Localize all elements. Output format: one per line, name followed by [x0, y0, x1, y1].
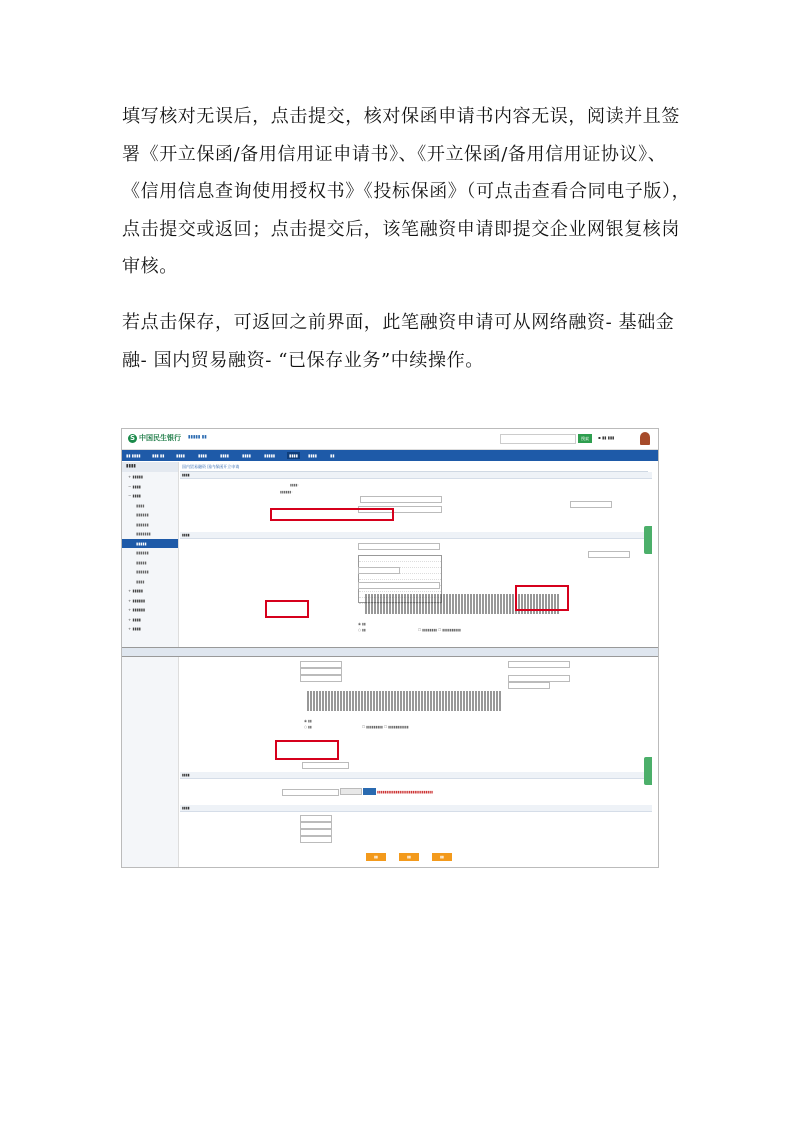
nav-item[interactable]: ▮▮ — [330, 453, 335, 458]
nav-item[interactable]: ▮▮▮▮ — [176, 453, 185, 458]
browse-button[interactable] — [340, 788, 362, 795]
nav-item[interactable]: ▮▮▮▮▮ — [264, 453, 276, 458]
form-input[interactable] — [508, 661, 570, 668]
highlight-box — [265, 600, 309, 618]
text-line: 点击提交或返回；点击提交后，该笔融资申请即提交企业网银复核岗 — [122, 218, 680, 240]
form-select[interactable] — [588, 551, 630, 558]
sidebar-subitem[interactable]: ▮▮▮▮▮▮ — [136, 521, 149, 527]
portal-label: ▮▮▮▮▮ ▮▮ — [188, 435, 207, 440]
bank-logo-icon: S — [129, 434, 136, 442]
nav-item[interactable]: ▮▮▮▮ — [198, 453, 207, 458]
sidebar-item[interactable]: + ▮▮▮▮▮▮ — [128, 597, 145, 603]
bank-portal-screenshot — [121, 428, 659, 868]
nav-item[interactable]: ▮▮▮▮ — [289, 453, 298, 458]
sidebar-subitem[interactable]: ▮▮▮▮ — [136, 578, 145, 584]
form-select[interactable] — [300, 668, 342, 675]
sidebar-item[interactable]: + ▮▮▮▮ — [128, 616, 141, 622]
text-line: 填写核对无误后，点击提交，核对保函申请书内容无误，阅读并且签 — [122, 106, 680, 127]
form-label: ▮▮▮▮： — [290, 483, 301, 487]
sidebar-subitem[interactable]: ▮▮▮▮ — [136, 502, 145, 508]
nav-item[interactable]: ▮▮▮▮ — [308, 453, 317, 458]
form-select[interactable] — [302, 762, 349, 769]
nav-item[interactable]: ▮▮▮ ▮▮ — [152, 453, 165, 458]
checkbox-option[interactable]: ☐ ▮▮▮▮▮▮▮▮▮ ☐ ▮▮▮▮▮▮▮▮▮▮▮ — [362, 725, 409, 729]
screenshot-divider — [122, 647, 658, 657]
form-select[interactable] — [300, 822, 332, 829]
form-input[interactable] — [570, 501, 612, 508]
upload-button[interactable] — [363, 788, 376, 795]
attachment-input[interactable] — [282, 789, 339, 796]
form-select[interactable] — [360, 496, 442, 503]
text-line: 融- 国内贸易融资- “已保存业务”中续操作。 — [122, 349, 484, 371]
radio-option[interactable]: ◉ ▮▮ — [358, 622, 366, 626]
sidebar-item[interactable]: − ▮▮▮▮ — [128, 483, 141, 489]
sidebar-header: ▮▮▮▮ — [122, 462, 178, 472]
save-button[interactable]: ▮▮ — [399, 853, 419, 861]
radio-option[interactable]: ○ ▮▮ — [304, 725, 312, 729]
sidebar-item[interactable]: + ▮▮▮▮▮ — [128, 588, 143, 593]
form-select[interactable] — [300, 661, 342, 668]
section-header: ▮▮▮▮ — [180, 532, 652, 539]
search-input[interactable] — [500, 434, 576, 444]
screenshot-header — [122, 429, 658, 450]
form-label: ▮▮▮▮▮▮： — [280, 490, 295, 494]
avatar[interactable] — [640, 432, 650, 445]
sidebar-item[interactable]: + ▮▮▮▮▮▮ — [128, 607, 145, 612]
breadcrumb: 国内贸易融资 国内保函开立申请 — [180, 462, 648, 472]
form-input[interactable] — [358, 543, 440, 550]
bank-logo: S 中国民生银行 — [129, 434, 181, 442]
main-nav — [122, 450, 658, 461]
sidebar-subitem[interactable]: ▮▮▮▮▮▮ — [136, 550, 149, 555]
form-input[interactable] — [300, 829, 332, 836]
side-tab[interactable] — [644, 757, 652, 785]
form-input[interactable] — [300, 836, 332, 843]
form-input[interactable] — [358, 582, 440, 589]
sidebar-subitem-active[interactable]: ▮▮▮▮▮ — [122, 539, 178, 549]
nav-item[interactable]: ▮▮ ▮▮▮▮ — [126, 453, 141, 458]
text-line: 审核。 — [122, 256, 178, 277]
highlight-box — [275, 740, 339, 760]
text-line: 署《开立保函/备用信用证申请书》、《开立保函/备用信用证协议》、 — [122, 143, 667, 165]
radio-option[interactable]: ◉ ▮▮ — [304, 719, 312, 723]
form-input[interactable] — [300, 675, 342, 682]
search-button[interactable]: 搜索 — [578, 434, 592, 443]
radio-option[interactable]: ○ ▮▮ — [358, 628, 366, 632]
text-line: 《信用信息查询使用授权书》《投标保函》（可点击查看合同电子版）， — [122, 181, 691, 202]
form-select[interactable] — [300, 815, 332, 822]
form-input[interactable] — [508, 675, 570, 682]
instruction-paragraph-save — [122, 304, 682, 379]
nav-item[interactable]: ▮▮▮▮ — [220, 453, 229, 458]
highlight-box — [270, 508, 394, 521]
section-header: ▮▮▮▮ — [180, 772, 652, 779]
section-header: ▮▮▮▮ — [180, 805, 652, 812]
sidebar-subitem[interactable]: ▮▮▮▮▮▮ — [136, 569, 149, 574]
sidebar-item[interactable]: − ▮▮▮▮ — [128, 493, 141, 498]
sidebar-subitem[interactable]: ▮▮▮▮▮▮▮ — [136, 531, 151, 536]
form-input[interactable] — [508, 682, 550, 689]
submit-button[interactable]: ▮▮ — [366, 853, 386, 861]
nav-item[interactable]: ▮▮▮▮ — [242, 453, 251, 458]
sidebar — [122, 462, 179, 867]
section-header: ▮▮▮▮ — [180, 472, 652, 479]
form-input[interactable] — [358, 567, 400, 574]
sidebar-subitem[interactable]: ▮▮▮▮▮ — [136, 559, 147, 565]
sidebar-item[interactable]: + ▮▮▮▮▮ — [128, 474, 143, 479]
instruction-paragraph-submit — [122, 98, 691, 286]
text-line: 若点击保存，可返回之前界面，此笔融资申请可从网络融资- 基础金 — [122, 312, 675, 333]
upload-hint: ▮▮▮▮▮▮▮▮▮▮▮▮▮▮▮▮▮▮▮▮▮▮▮▮▮▮▮▮▮▮ — [377, 790, 433, 794]
side-tab[interactable] — [644, 526, 652, 554]
checkbox-option[interactable]: ☐ ▮▮▮▮▮▮▮▮ ☐ ▮▮▮▮▮▮▮▮▮▮ — [418, 628, 461, 632]
return-button[interactable]: ▮▮ — [432, 853, 452, 861]
user-info: ▪ ▮▮ ▮▮▮ — [598, 435, 615, 440]
highlight-box — [515, 585, 569, 611]
sidebar-subitem[interactable]: ▮▮▮▮▮▮ — [136, 512, 149, 517]
legal-text-block — [307, 691, 502, 711]
sidebar-item[interactable]: + ▮▮▮▮ — [128, 626, 141, 631]
